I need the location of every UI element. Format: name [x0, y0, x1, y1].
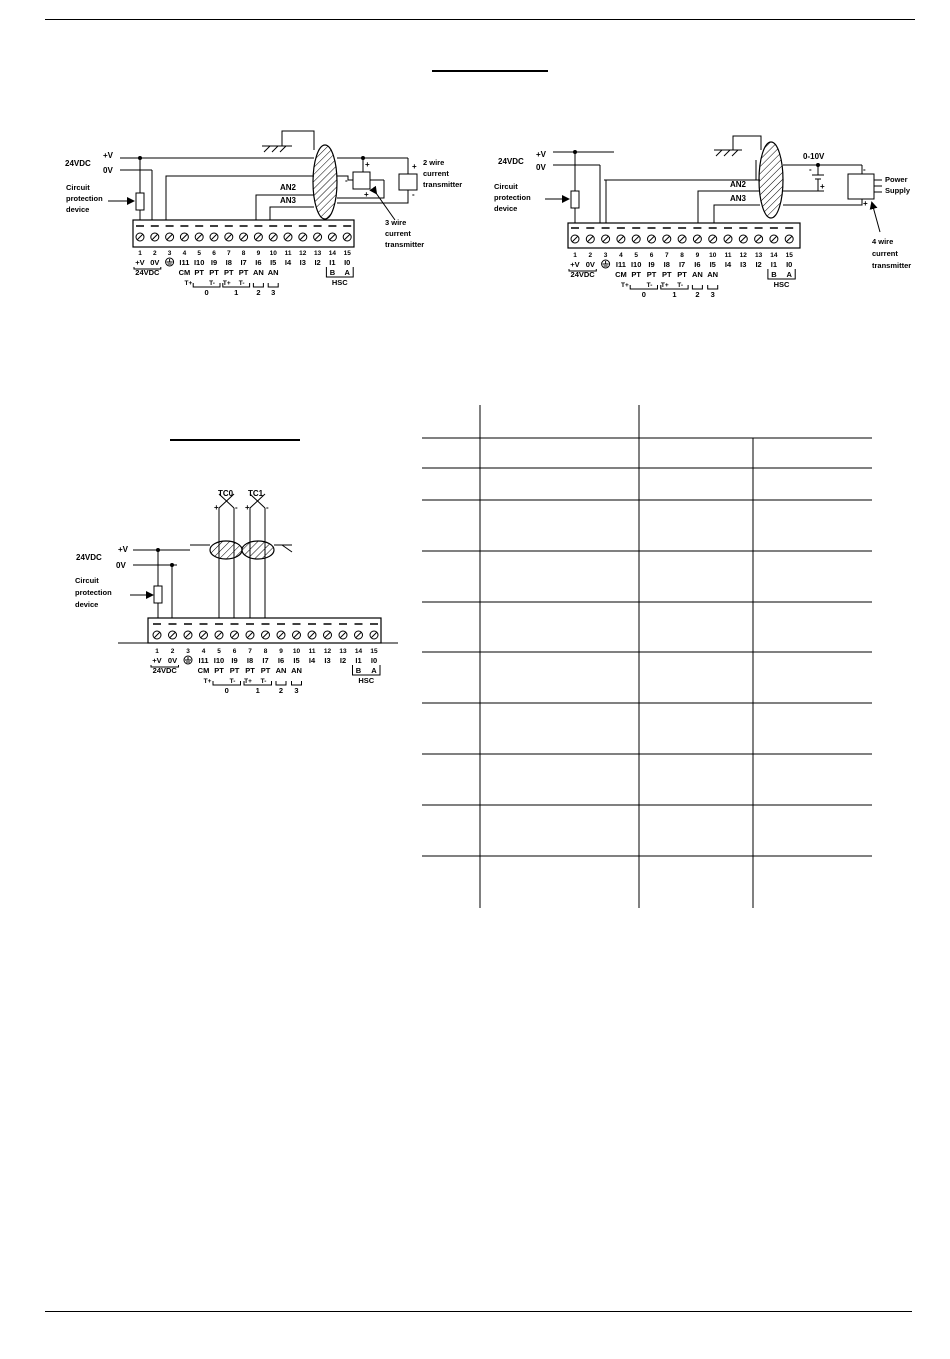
terminal-number: 8 [241, 250, 246, 257]
svg-text:T+: T+ [184, 280, 193, 287]
terminal-label: I8 [663, 260, 670, 269]
terminal-number: 11 [308, 648, 316, 655]
svg-text:T+: T+ [244, 678, 252, 685]
terminal-number: 7 [664, 252, 669, 259]
terminal-number: 5 [217, 648, 221, 655]
svg-text:+: + [245, 503, 250, 512]
terminal-number: 5 [197, 250, 202, 257]
svg-text:2: 2 [695, 290, 700, 299]
svg-text:0: 0 [204, 288, 209, 297]
svg-text:PT: PT [214, 666, 224, 675]
svg-text:T-: T- [229, 678, 236, 685]
terminal-label: I8 [225, 258, 232, 267]
svg-text:B: B [355, 666, 362, 675]
terminal-number: 4 [182, 250, 187, 257]
svg-text:PT: PT [224, 268, 234, 277]
terminal-number: 10 [709, 252, 717, 259]
terminal-number: 1 [573, 252, 577, 259]
terminal-number: 9 [256, 250, 261, 257]
terminal-number: 7 [248, 648, 252, 655]
terminal-number: 10 [292, 648, 301, 655]
terminal-number: 2 [152, 250, 157, 257]
terminal-label: I2 [314, 258, 321, 267]
svg-text:0V: 0V [116, 561, 126, 570]
svg-text:24VDC: 24VDC [135, 268, 160, 277]
svg-text:PT: PT [631, 270, 641, 279]
svg-text:1: 1 [255, 686, 260, 695]
terminal-number: 8 [680, 252, 684, 259]
terminal-number: 13 [339, 648, 347, 655]
terminal-label: I0 [786, 260, 793, 269]
svg-text:HSC: HSC [331, 278, 348, 287]
d1-2wire-2: current [423, 169, 449, 178]
terminal-label: I3 [299, 258, 306, 267]
terminal-label: I10 [213, 656, 225, 665]
terminal-number: 4 [201, 648, 206, 655]
d1-supply: 24VDC [65, 159, 91, 168]
svg-text:+: + [364, 190, 369, 199]
svg-text:AN: AN [691, 270, 703, 279]
terminal-number: 12 [299, 250, 307, 257]
svg-text:PT: PT [662, 270, 672, 279]
terminal-label: I7 [262, 656, 269, 665]
svg-text:Power: Power [885, 175, 908, 184]
terminal-number: 7 [226, 250, 231, 257]
svg-text:1: 1 [234, 288, 239, 297]
svg-text:A: A [371, 666, 377, 675]
svg-text:PT: PT [260, 666, 271, 675]
terminal-number: 1 [155, 648, 159, 655]
terminal-label: I9 [648, 260, 655, 269]
svg-text:AN2: AN2 [730, 180, 747, 189]
shielded-cable [759, 142, 783, 218]
svg-text:2: 2 [278, 686, 284, 695]
terminal-number: 15 [370, 648, 378, 655]
terminal-number: 5 [634, 252, 639, 259]
svg-text:T-: T- [260, 678, 267, 685]
svg-text:24VDC: 24VDC [76, 553, 102, 562]
svg-text:PT: PT [209, 268, 219, 277]
svg-text:-: - [412, 190, 415, 199]
svg-text:AN: AN [252, 268, 264, 277]
fuse [571, 191, 579, 208]
svg-text:transmitter: transmitter [872, 261, 912, 270]
terminal-label: 0V [585, 260, 595, 269]
svg-text:B: B [771, 270, 777, 279]
svg-text:B: B [329, 268, 336, 277]
terminal-number: 12 [739, 252, 747, 259]
terminal-label: I7 [240, 258, 247, 267]
terminal-label: 0V [167, 656, 178, 665]
terminal-number: 14 [354, 648, 363, 655]
svg-text:T+: T+ [203, 678, 212, 685]
terminal-label: I4 [724, 260, 732, 269]
terminal-label: I3 [740, 260, 747, 269]
svg-text:24VDC: 24VDC [152, 666, 177, 675]
terminal-label: I10 [193, 258, 205, 267]
tc0-label: TC0 [218, 489, 234, 498]
svg-text:+: + [412, 162, 417, 171]
d1-cp-2: protection [66, 194, 103, 203]
tc1-label: TC1 [248, 489, 264, 498]
d1-an3: AN3 [280, 196, 297, 205]
terminal-label: I1 [329, 258, 336, 267]
svg-text:T-: T- [677, 282, 683, 289]
terminal-label: I4 [308, 656, 316, 665]
power-supply-box [848, 174, 874, 199]
d1-cp-1: Circuit [66, 183, 90, 192]
svg-text:1: 1 [672, 290, 677, 299]
fuse [136, 193, 144, 210]
svg-text:T-: T- [209, 280, 215, 287]
svg-text:+: + [863, 199, 868, 208]
d1-zero-v: 0V [103, 166, 113, 175]
svg-text:protection: protection [75, 588, 112, 597]
terminal-label: I11 [198, 656, 209, 665]
svg-text:Circuit: Circuit [75, 576, 99, 585]
svg-text:0-10V: 0-10V [803, 152, 825, 161]
d1-plus-v: +V [103, 151, 114, 160]
svg-text:CM: CM [178, 268, 191, 277]
d1-3wire-3: transmitter [385, 240, 425, 249]
empty-table-grid [422, 405, 872, 908]
terminal-label: I7 [678, 260, 686, 269]
svg-text:+: + [820, 182, 825, 191]
terminal-label: I1 [770, 260, 778, 269]
d1-3wire-1: 3 wire [385, 218, 407, 227]
svg-text:PT: PT [229, 666, 240, 675]
svg-text:current: current [872, 249, 898, 258]
terminal-label: I6 [255, 258, 262, 267]
terminal-number: 15 [785, 252, 793, 259]
svg-text:0V: 0V [536, 163, 546, 172]
svg-text:PT: PT [646, 270, 657, 279]
terminal-label: I11 [615, 260, 626, 269]
d1-2wire-1: 2 wire [423, 158, 445, 167]
terminal-number: 13 [754, 252, 763, 259]
svg-text:HSC: HSC [773, 280, 790, 289]
terminal-number: 6 [212, 250, 216, 257]
svg-text:3: 3 [710, 290, 715, 299]
svg-text:PT: PT [245, 666, 255, 675]
svg-text:+V: +V [118, 545, 129, 554]
shielded-cable [313, 145, 337, 219]
terminal-label: I2 [755, 260, 762, 269]
svg-text:Supply: Supply [885, 186, 911, 195]
terminal-label: I6 [277, 656, 285, 665]
diagram-2wire-3wire [65, 131, 462, 297]
svg-text:4 wire: 4 wire [872, 237, 894, 246]
svg-text:PT: PT [677, 270, 687, 279]
terminal-number: 11 [284, 250, 292, 257]
terminal-label: +V [152, 656, 162, 665]
terminal-label: I8 [246, 656, 254, 665]
d1-cp-3: device [66, 205, 90, 214]
svg-text:CM: CM [197, 666, 210, 675]
svg-text:+: + [214, 503, 219, 512]
d1-3wire-2: current [385, 229, 411, 238]
terminal-label: I3 [324, 656, 331, 665]
terminal-number: 3 [167, 250, 172, 257]
terminal-label: I9 [210, 258, 218, 267]
terminal-number: 14 [328, 250, 337, 257]
svg-text:Circuit: Circuit [494, 182, 518, 191]
svg-text:A: A [786, 270, 792, 279]
svg-text:AN: AN [275, 666, 287, 675]
diagram-4wire [494, 136, 911, 299]
diagram-thermocouple [75, 489, 398, 695]
three-wire-transmitter [353, 172, 370, 189]
terminal-label: +V [135, 258, 145, 267]
terminal-label: I2 [339, 656, 347, 665]
terminal-label: I4 [284, 258, 292, 267]
svg-text:protection: protection [494, 193, 531, 202]
terminal-number: 2 [588, 252, 593, 259]
svg-text:HSC: HSC [358, 676, 375, 685]
terminal-label: I5 [293, 656, 300, 665]
terminal-number: 11 [724, 252, 732, 259]
svg-text:+V: +V [536, 150, 547, 159]
terminal-label: I0 [370, 656, 378, 665]
svg-text:T+: T+ [621, 282, 629, 289]
svg-text:0: 0 [641, 290, 646, 299]
svg-text:PT: PT [194, 268, 204, 277]
terminal-label: I0 [344, 258, 351, 267]
terminal-number: 10 [269, 250, 277, 257]
svg-text:device: device [494, 204, 518, 213]
svg-text:-: - [809, 165, 812, 174]
terminal-number: 14 [770, 252, 778, 259]
terminal-number: 3 [186, 648, 190, 655]
terminal-number: 12 [323, 648, 332, 655]
terminal-number: 1 [138, 250, 142, 257]
terminal-number: 8 [263, 648, 268, 655]
terminal-label: I9 [231, 656, 238, 665]
svg-text:-: - [345, 176, 348, 185]
svg-text:+: + [365, 160, 370, 169]
terminal-label: I10 [630, 260, 642, 269]
terminal-label: 0V [150, 258, 160, 267]
terminal-number: 9 [695, 252, 700, 259]
terminal-number: 3 [603, 252, 608, 259]
svg-text:T+: T+ [222, 280, 231, 287]
terminal-label: I5 [270, 258, 277, 267]
svg-text:PT: PT [238, 268, 249, 277]
terminal-number: 6 [232, 648, 237, 655]
svg-text:24VDC: 24VDC [498, 157, 524, 166]
terminal-number: 4 [619, 252, 623, 259]
two-wire-transmitter [399, 174, 417, 190]
svg-text:T-: T- [646, 282, 653, 289]
d1-an2: AN2 [280, 183, 297, 192]
svg-text:-: - [863, 165, 866, 174]
terminal-number: 2 [170, 648, 175, 655]
svg-text:24VDC: 24VDC [570, 270, 595, 279]
svg-text:CM: CM [615, 270, 627, 279]
svg-text:0: 0 [224, 686, 229, 695]
terminal-number: 9 [279, 648, 283, 655]
svg-text:AN3: AN3 [730, 194, 747, 203]
terminal-number: 15 [343, 250, 351, 257]
svg-text:-: - [235, 503, 238, 512]
terminal-label: +V [570, 260, 580, 269]
svg-text:AN: AN [291, 666, 302, 675]
svg-text:-: - [266, 503, 269, 512]
terminal-label: I1 [355, 656, 362, 665]
svg-text:AN: AN [707, 270, 719, 279]
terminal-number: 6 [649, 252, 654, 259]
d1-2wire-3: transmitter [423, 180, 463, 189]
tc0-shield [210, 541, 242, 559]
svg-text:AN: AN [267, 268, 279, 277]
terminal-label: I11 [179, 258, 190, 267]
svg-text:T-: T- [238, 280, 245, 287]
svg-text:2: 2 [256, 288, 261, 297]
terminal-number: 13 [313, 250, 322, 257]
terminal-label: I6 [694, 260, 701, 269]
svg-text:A: A [344, 268, 350, 277]
svg-text:device: device [75, 600, 99, 609]
fuse [154, 586, 162, 603]
svg-text:3: 3 [271, 288, 276, 297]
terminal-label: I5 [709, 260, 716, 269]
tc1-shield [242, 541, 274, 559]
svg-text:T+: T+ [660, 282, 669, 289]
svg-text:3: 3 [294, 686, 299, 695]
